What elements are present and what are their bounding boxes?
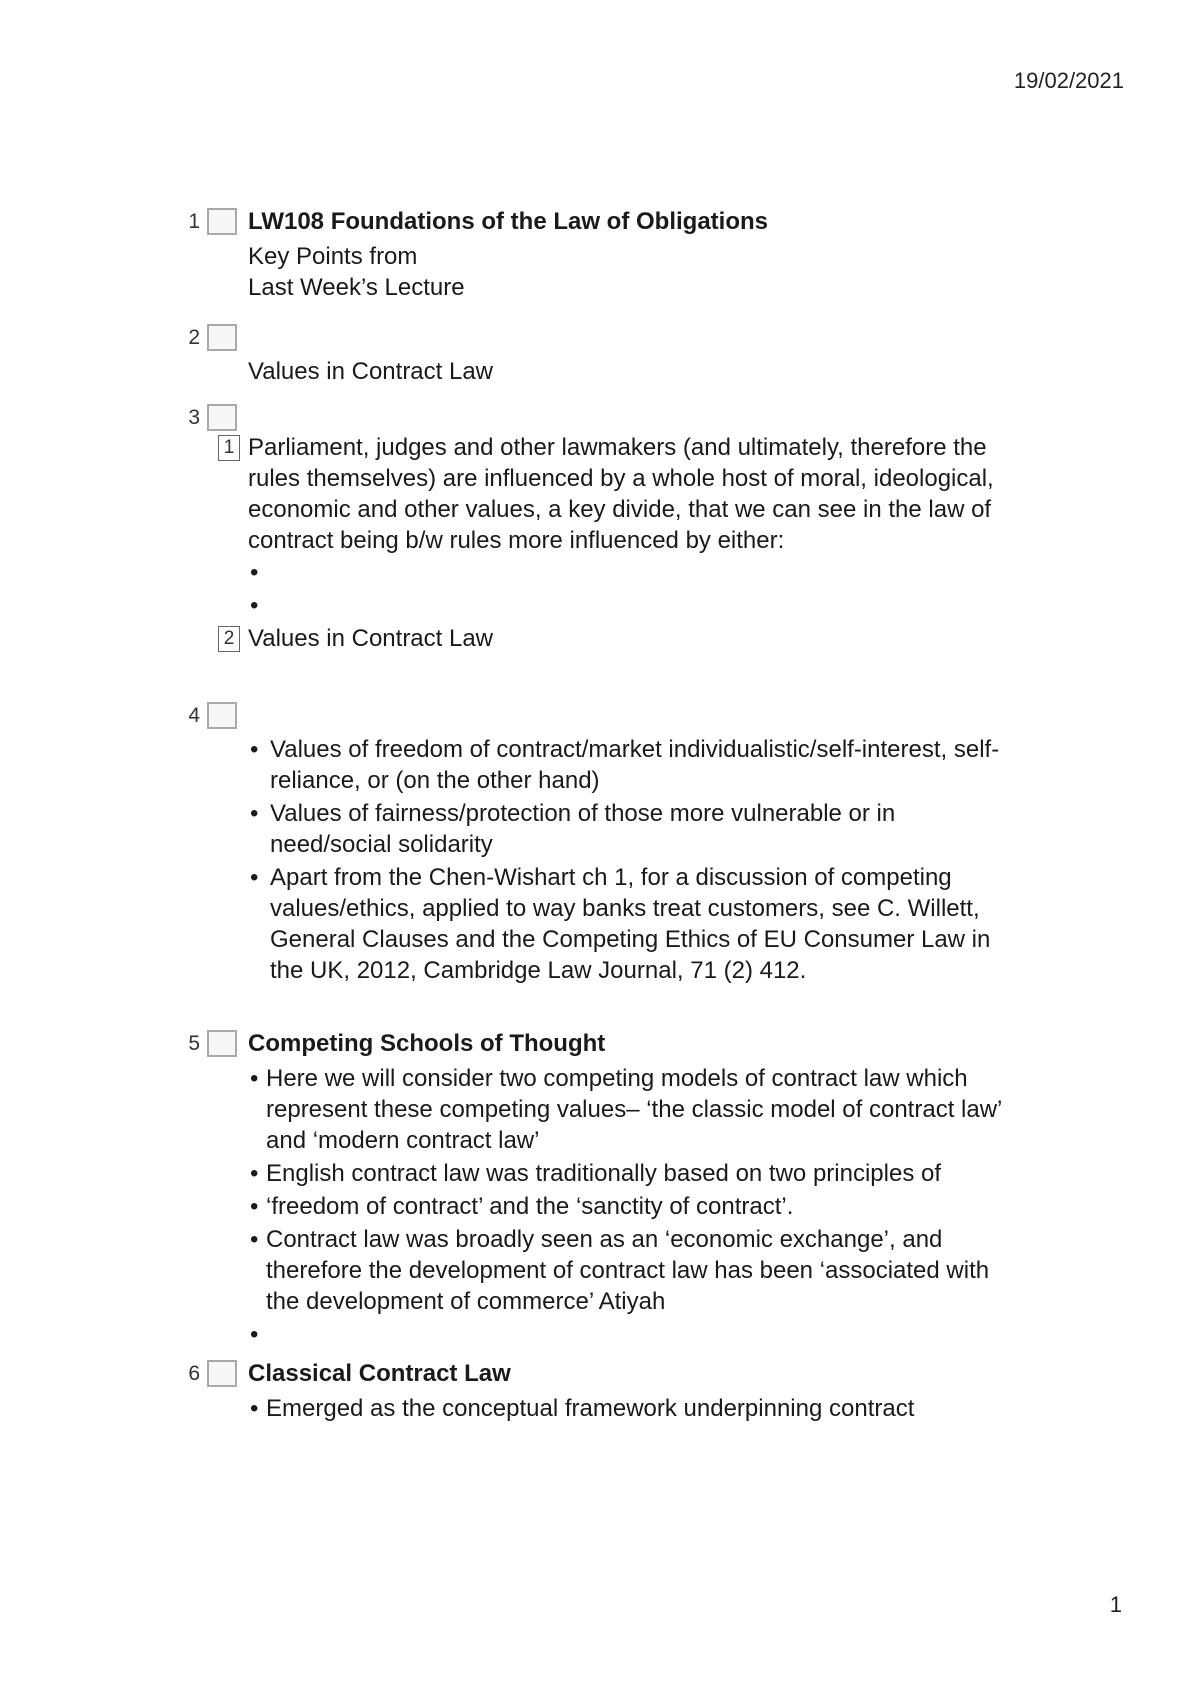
slide-number: 5 [188,1032,200,1055]
slide-thumbnail [207,702,237,729]
slide-number: 2 [188,326,200,349]
note-number: 2 [218,626,240,652]
slide-text-line: Key Points from [248,243,418,270]
slide-number: 3 [188,406,200,429]
slide-thumbnail [207,324,237,351]
empty-bullet: • [250,559,259,586]
slide-title: Classical Contract Law [248,1360,511,1387]
note-text: Parliament, judges and other lawmakers (and ultimately, therefore the rules themselves) are influenced by a whole host of moral, ideological, economic and other values, a key divide, that we can see in the law of contract being b/w rules more influenced by either: [248,434,994,554]
slide-thumbnail [207,404,237,431]
list-item: • English contract law was traditionally based on two principles of [248,1158,1028,1189]
list-item: • ‘freedom of contract’ and the ‘sanctity of contract’. [248,1191,1028,1222]
list-item: • Emerged as the conceptual framework underpinning contract [248,1393,1028,1424]
page-number: 1 [1109,1592,1122,1617]
note-number: 1 [218,435,240,461]
list-item: • Contract law was broadly seen as an ‘economic exchange’, and therefore the development of contract law has been ‘associated with the development of commerce’ Atiyah [248,1224,1028,1317]
slide-text-line: Last Week’s Lecture [248,274,465,301]
slide-thumbnail [207,1360,237,1387]
page-date: 19/02/2021 [1013,68,1124,93]
list-item: • Values of fairness/protection of those more vulnerable or in need/social solidarity [248,798,1018,860]
slide-number: 1 [188,210,200,233]
note-paragraph [223,432,1018,556]
note-text: Values in Contract Law [248,625,494,652]
slide-thumbnail [207,208,237,235]
empty-bullet: • [250,592,259,619]
note-paragraph [223,623,1018,654]
list-item: • Here we will consider two competing models of contract law which represent these competing values– ‘the classic model of contract law’ and ‘modern contract law’ [248,1063,1028,1156]
slide-text-line: Values in Contract Law [248,358,494,385]
slide-title: LW108 Foundations of the Law of Obligations [248,208,768,235]
slide-thumbnail [207,1030,237,1057]
list-item: • Apart from the Chen-Wishart ch 1, for a discussion of competing values/ethics, applied to way banks treat customers, see C. Willett, General Clauses and the Competing Ethics of EU Consumer Law in the UK, 2012, Cambridge Law Journal, 71 (2) 412. [248,862,1018,986]
slide-number: 6 [188,1362,200,1385]
list-item: • Values of freedom of contract/market individualistic/self-interest, self-reliance, or (on the other hand) [248,734,1018,796]
list-item [248,1319,1028,1350]
slide-number: 4 [188,704,200,727]
slide-title: Competing Schools of Thought [248,1030,606,1057]
